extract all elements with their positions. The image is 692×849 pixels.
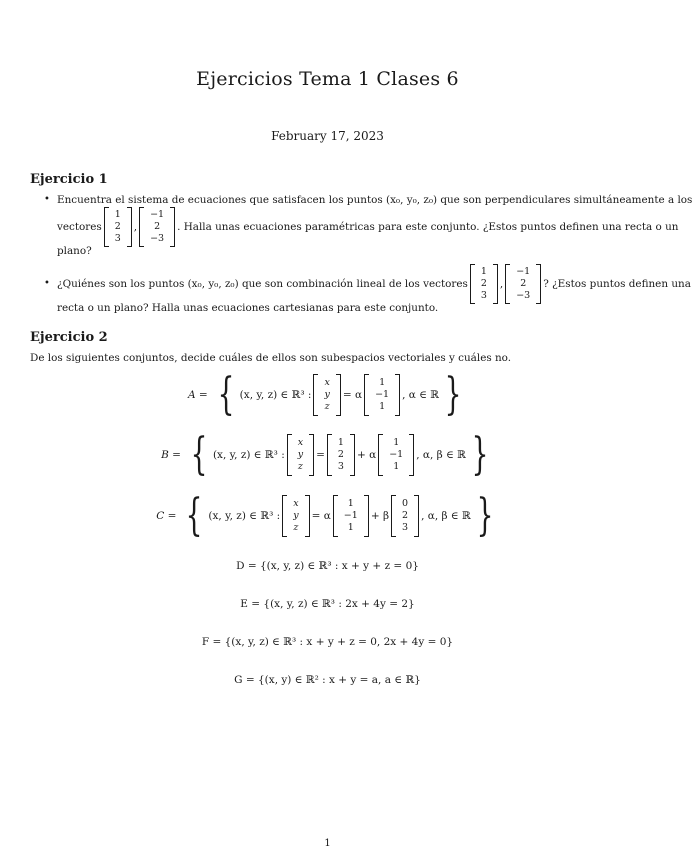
document-date: February 17, 2023 (271, 129, 384, 143)
exercise-2-heading: Ejercicio 2 (30, 330, 108, 345)
bullet-1-marker: • (44, 194, 50, 205)
exercise-2-intro: De los siguientes conjuntos, decide cuáles de ellos son subespacios vectoriales y cuáles no. (30, 352, 512, 364)
bullet-1-vectores: vectores (57, 220, 102, 233)
set-F: F = {(x, y, z) ∈ ℝ³ : x + y + z = 0, 2x + 4y = 0} (201, 636, 454, 648)
bullet-2-text-a: ¿Quiénes son los puntos (x₀, y₀, z₀) que son combinación lineal de los vectores (57, 277, 468, 290)
exercise-1-heading: Ejercicio 1 (30, 172, 108, 187)
bullet-1-line-2: vectores 1 2 3 , −1 2 −3 . Halla unas ecuaciones paramétricas para este conjunto. ¿Estos puntos definen una recta o un (57, 207, 678, 247)
bullet-1-line-1: Encuentra el sistema de ecuaciones que satisfacen los puntos (x₀, y₀, z₀) que son perpendiculares simultáneamente a los (57, 194, 692, 206)
vector-1: 1 2 3 (104, 207, 132, 247)
set-B: B = { (x, y, z) ∈ ℝ³ : x y z = 1 2 3 + α 1 −1 1 , α, β ∈ ℝ } (161, 429, 489, 481)
bullet-1-rest: . Halla unas ecuaciones paramétricas para este conjunto. ¿Estos puntos definen una recta o un (177, 220, 679, 233)
bullet-2-line-1: ¿Quiénes son los puntos (x₀, y₀, z₀) que son combinación lineal de los vectores 1 2 3 , −1 2 −3 ? ¿Estos puntos definen una (57, 264, 691, 304)
page-number: 1 (324, 838, 331, 849)
document-title: Ejercicios Tema 1 Clases 6 (196, 68, 459, 90)
set-A: A = { (x, y, z) ∈ ℝ³ : x y z = α 1 −1 1 , α ∈ ℝ } (187, 369, 462, 421)
vector-3: 1 2 3 (470, 264, 498, 304)
set-G: G = {(x, y) ∈ ℝ² : x + y = a, a ∈ ℝ} (234, 674, 421, 686)
bullet-2-text-b: ? ¿Estos puntos definen una (543, 277, 691, 290)
vector-4: −1 2 −3 (505, 264, 541, 304)
bullet-2-marker: • (44, 278, 50, 289)
bullet-2-line-2: recta o un plano? Halla unas ecuaciones cartesianas para este conjunto. (57, 302, 439, 314)
set-E: E = {(x, y, z) ∈ ℝ³ : 2x + 4y = 2} (240, 598, 415, 610)
bullet-1-line-3: plano? (57, 245, 92, 257)
set-C: C = { (x, y, z) ∈ ℝ³ : x y z = α 1 −1 1 + β 0 2 3 , α, β ∈ ℝ } (156, 490, 494, 542)
vector-2: −1 2 −3 (139, 207, 175, 247)
set-D: D = {(x, y, z) ∈ ℝ³ : x + y + z = 0} (236, 560, 419, 572)
